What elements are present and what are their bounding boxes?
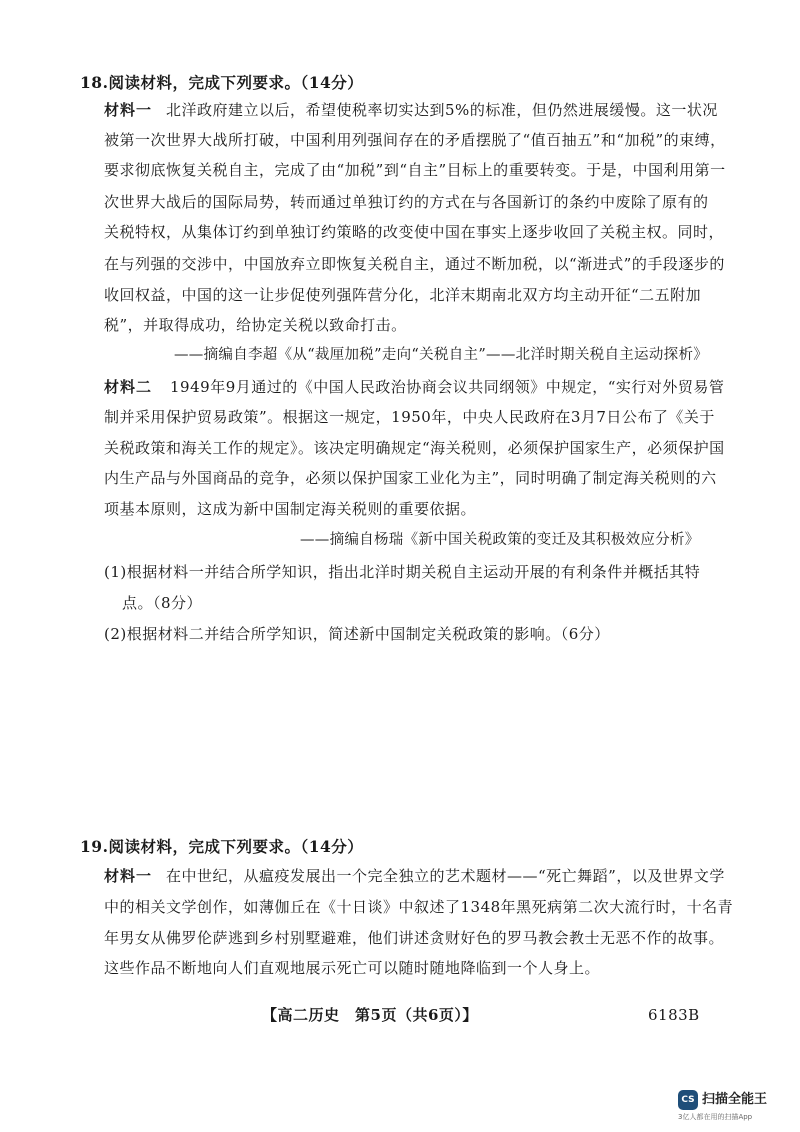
q18-material-1-line-1 bbox=[104, 100, 718, 120]
q18-m2-text-0: 1949年9月通过的《中国人民政治协商会议共同纲领》中规定，“实行对外贸易管 bbox=[170, 378, 725, 396]
watermark-app-name: 扫描全能王 bbox=[702, 1092, 768, 1107]
q18-material-2-label: 材料二 bbox=[104, 378, 153, 396]
watermark-tagline: 3亿人都在用的扫描App bbox=[678, 1113, 753, 1121]
scanner-watermark bbox=[678, 1088, 788, 1124]
q19-m1-text-0: 在中世纪，从瘟疫发展出一个完全独立的艺术题材——“死亡舞蹈”，以及世界文学 bbox=[166, 867, 725, 885]
q18-subquestion-2: (2)根据材料二并结合所学知识，简述新中国制定关税政策的影响。（6分） bbox=[104, 625, 610, 643]
q18-material-2-source: ——摘编自杨瑞《新中国关税政策的变迁及其积极效应分析》 bbox=[300, 532, 700, 548]
page-footer-label: 【高二历史 第5页（共6页）】 bbox=[262, 1006, 478, 1024]
q19-material-1-line-1 bbox=[104, 866, 725, 886]
q18-m2-line: 关税政策和海关工作的规定》。该决定明确规定“海关税则，必须保护国家生产，必须保护国 bbox=[104, 439, 725, 457]
q18-m1-line: 要求彻底恢复关税自主，完成了由“加税”到“自主”目标上的重要转变。于是，中国利用第一 bbox=[104, 161, 726, 179]
q18-m1-line: 被第一次世界大战所打破，中国利用列强间存在的矛盾摆脱了“值百抽五”和“加税”的束缚， bbox=[104, 131, 726, 149]
q19-m1-line: 年男女从佛罗伦萨逃到乡村别墅避难，他们讲述贪财好色的罗马教会教士无恶不作的故事。 bbox=[104, 929, 725, 947]
q18-m2-line: 内生产品与外国商品的竞争，必须以保护国家工业化为主”，同时明确了制定海关税则的六 bbox=[104, 469, 717, 487]
q18-m2-line: 项基本原则，这成为新中国制定海关税则的重要依据。 bbox=[104, 500, 477, 518]
q18-subquestion-1: (1)根据材料一并结合所学知识，指出北洋时期关税自主运动开展的有利条件并概括其特 bbox=[104, 563, 701, 581]
question-19-title: 19.阅读材料，完成下列要求。（14分） bbox=[80, 837, 364, 856]
q18-subquestion-1-cont: 点。（8分） bbox=[122, 594, 203, 612]
q18-m1-line: 次世界大战后的国际局势，转而通过单独订约的方式在与各国新订的条约中废除了原有的 bbox=[104, 193, 709, 211]
q18-m1-text-0: 北洋政府建立以后，希望使税率切实达到5%的标准，但仍然进展缓慢。这一状况 bbox=[166, 101, 718, 119]
q18-m1-line: 在与列强的交涉中，中国放弃立即恢复关税自主，通过不断加税，以“渐进式”的手段逐步的 bbox=[104, 255, 725, 273]
camscanner-logo-icon: CS bbox=[678, 1090, 698, 1110]
q18-material-1-label: 材料一 bbox=[104, 101, 153, 119]
q19-m1-line: 中的相关文学创作，如薄伽丘在《十日谈》中叙述了1348年黑死病第二次大流行时，十名青 bbox=[104, 898, 734, 916]
q18-m1-line: 关税特权，从集体订约到单独订约策略的改变使中国在事实上逐步收回了关税主权。同时， bbox=[104, 223, 725, 241]
q18-material-2-line-1 bbox=[104, 377, 724, 397]
q19-m1-line: 这些作品不断地向人们直观地展示死亡可以随时随地降临到一个人身上。 bbox=[104, 959, 601, 977]
question-18-title: 18.阅读材料，完成下列要求。（14分） bbox=[80, 73, 364, 92]
exam-code: 6183B bbox=[648, 1006, 700, 1024]
q18-m1-line: 收回权益，中国的这一让步促使列强阵营分化，北洋末期南北双方均主动开征“二五附加 bbox=[104, 286, 702, 304]
q18-m1-line: 税”，并取得成功，给协定关税以致命打击。 bbox=[104, 316, 407, 334]
q18-m2-line: 制并采用保护贸易政策”。根据这一规定，1950年，中央人民政府在3月7日公布了《关于 bbox=[104, 408, 715, 426]
q18-material-1-source: ——摘编自李超《从“裁厘加税”走向“关税自主”——北洋时期关税自主运动探析》 bbox=[174, 347, 709, 363]
q19-material-1-label: 材料一 bbox=[104, 867, 153, 885]
